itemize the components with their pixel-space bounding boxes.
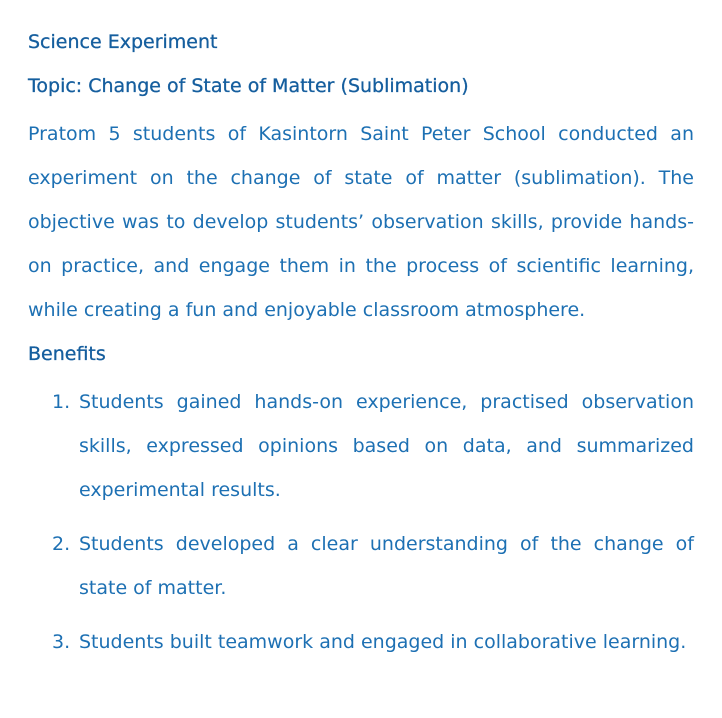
benefits-heading: Benefits — [28, 343, 106, 365]
list-item — [28, 620, 694, 664]
document-title: Science Experiment — [28, 31, 218, 53]
list-item — [28, 522, 694, 610]
list-item — [28, 380, 694, 512]
list-item-number: 3. — [52, 631, 71, 653]
list-item-text: Students built teamwork and engaged in collaborative learning. — [79, 631, 687, 653]
document-topic: Topic: Change of State of Matter (Sublimation) — [28, 75, 469, 97]
list-item-number: 1. — [52, 391, 71, 413]
intro-paragraph: Pratom 5 students of Kasintorn Saint Peter School conducted an experiment on the change of state of matter (sublimation). The objective was to develop students’ observation skills, provide hands-on practice, and engage them in the process of scientific learning, while creating a fun and enjoyable classroom atmosphere. — [28, 123, 694, 321]
benefits-list — [28, 380, 694, 664]
list-item-number: 2. — [52, 533, 71, 555]
list-item-text: Students developed a clear understanding of the change of state of matter. — [79, 533, 694, 599]
list-item-text: Students gained hands-on experience, practised observation skills, expressed opinions based on data, and summarized experimental results. — [79, 391, 694, 501]
